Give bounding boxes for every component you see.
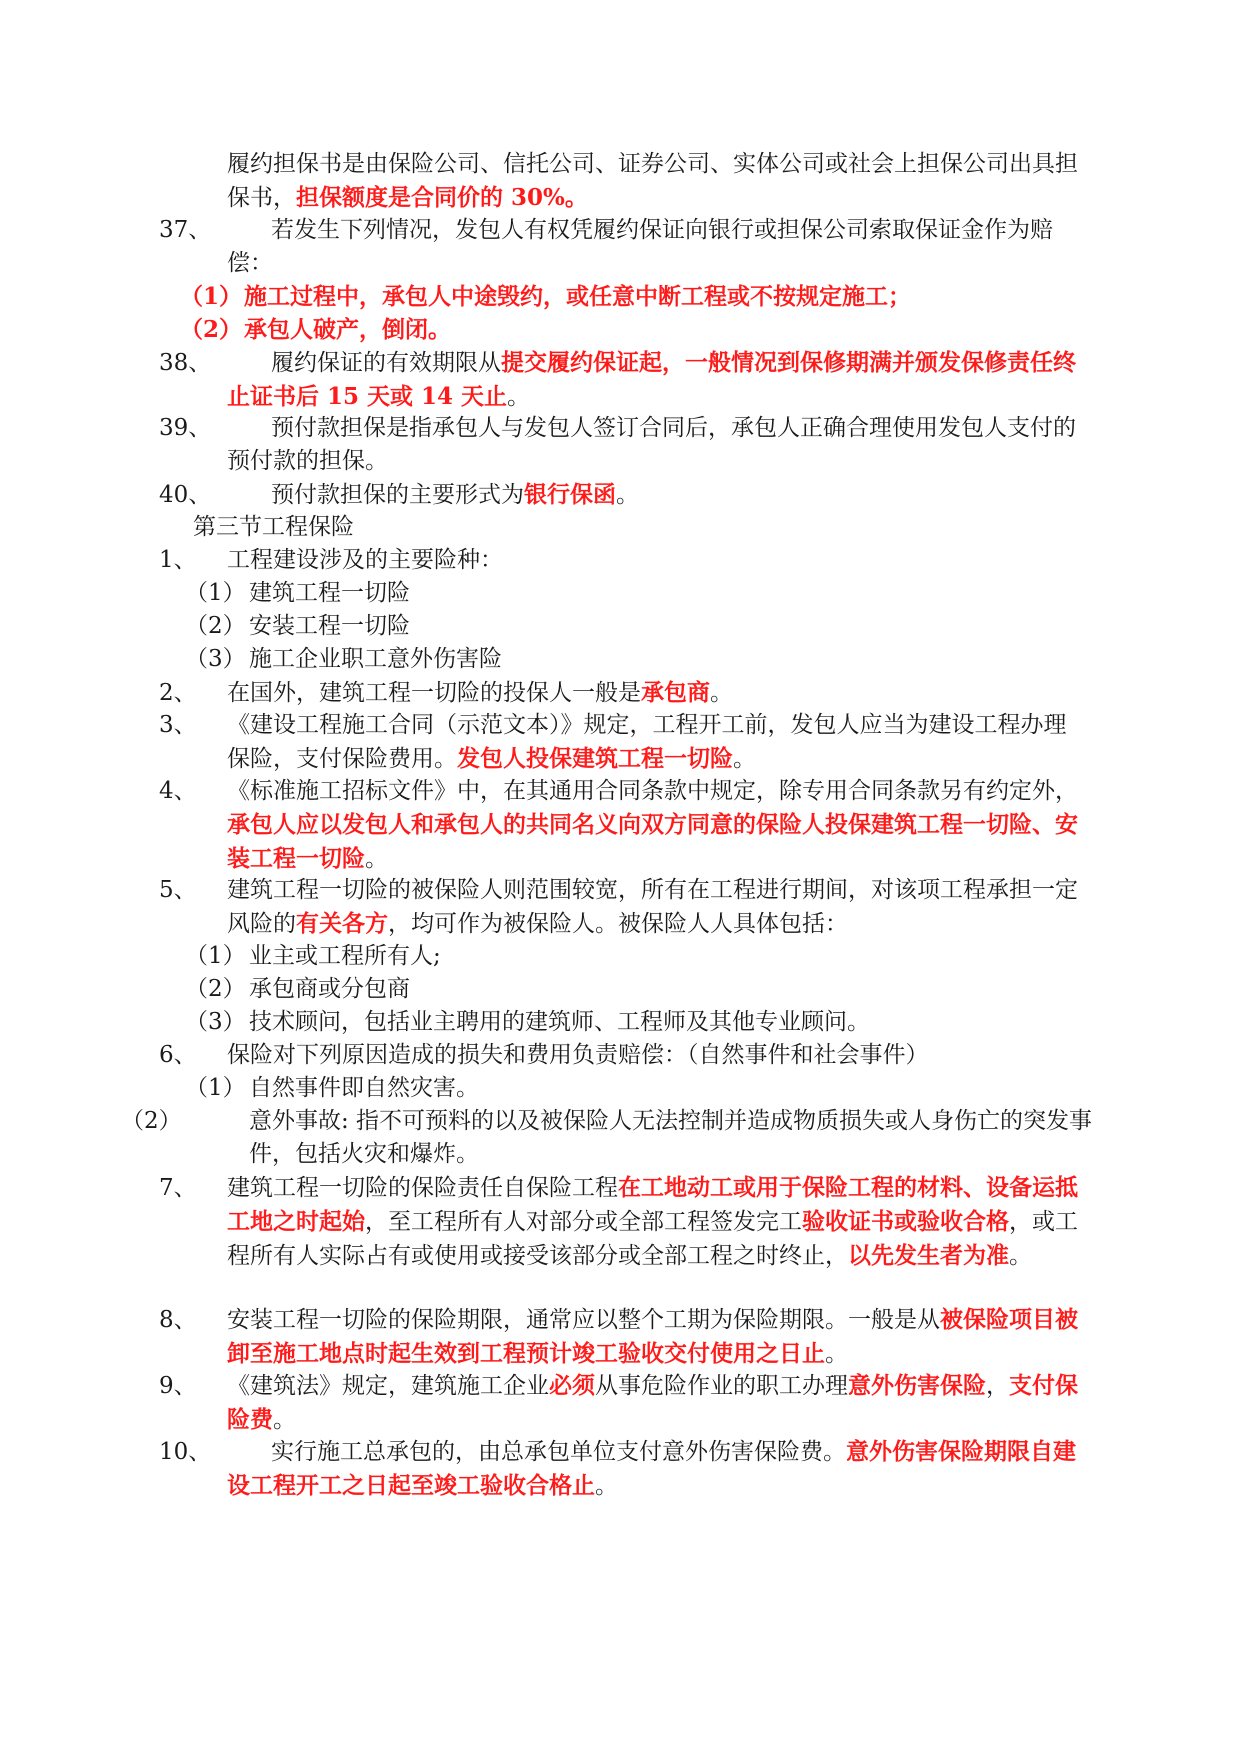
highlight: 提交履约保证起，一般情况到保修期满并颁发保修责任终止证书后 15 天或 14 天止	[227, 349, 1076, 410]
sub-text: 自然事件即自然灾害。	[249, 1075, 479, 1101]
insurance-item-9	[159, 1369, 1087, 1437]
text: 。	[273, 1407, 296, 1433]
highlight: 必须	[549, 1372, 595, 1399]
text: 保险对下列原因造成的损失和费用负责赔偿：（自然事件和社会事件）	[227, 1042, 929, 1068]
text: 在国外，建筑工程一切险的投保人一般是	[227, 680, 641, 706]
text: ，	[986, 1373, 1009, 1399]
text: 工程建设涉及的主要险种：	[227, 547, 503, 573]
sub-number: （3）	[185, 1009, 246, 1035]
insurance-item-6	[159, 1039, 1087, 1072]
item-37-sub-1	[180, 280, 911, 313]
item-number: 6、	[159, 1042, 197, 1068]
highlight: 意外伤害保险期限自建设工程开工之日起至竣工验收合格止	[227, 1438, 1076, 1499]
insurance-item-4	[159, 775, 1087, 876]
text: 若发生下列情况，发包人有权凭履约保证向银行或担保公司索取保证金作为赔偿：	[227, 217, 1053, 276]
insurance-item-3	[159, 709, 1087, 776]
sub-text: 技术顾问，包括业主聘用的建筑师、工程师及其他专业顾问。	[249, 1009, 870, 1035]
sub-text: 承包人破产，倒闭。	[244, 316, 451, 343]
text: 《建筑法》规定，建筑施工企业	[227, 1373, 549, 1399]
item-37	[159, 214, 1087, 280]
item-number: 2、	[159, 680, 197, 706]
highlight: 有关各方	[296, 910, 388, 937]
text: 。	[616, 482, 639, 508]
item-40	[159, 478, 1087, 512]
text: 安装工程一切险的保险期限，通常应以整个工期为保险期限。一般是从	[227, 1307, 940, 1333]
sub-number: （2）	[185, 613, 246, 639]
text: 预付款担保的主要形式为	[271, 482, 524, 508]
sub-text: 建筑工程一切险	[249, 580, 410, 606]
item-number: 3、	[159, 712, 197, 738]
text: 从事危险作业的职工办理	[595, 1373, 848, 1399]
insurance-item-10	[159, 1435, 1087, 1503]
item-number: 40、	[159, 482, 212, 508]
sub-number: （2）	[121, 1108, 182, 1134]
text: 。	[710, 680, 733, 706]
insurance-item-8	[159, 1303, 1087, 1371]
insurance-item-2	[159, 676, 1087, 710]
insurance-item-5-sub-3	[185, 1006, 870, 1039]
highlight: 担保额度是合同价的 30%。	[296, 184, 588, 211]
text: 。	[507, 384, 531, 410]
sub-text: 承包商或分包商	[249, 976, 410, 1002]
highlight: 承包人应以发包人和承包人的共同名义向双方同意的保险人投保建筑工程一切险、安装工程一切险	[227, 811, 1078, 872]
item-number: 5、	[159, 877, 197, 903]
item-38	[159, 346, 1087, 414]
text: 实行施工总承包的，由总承包单位支付意外伤害保险费。	[271, 1439, 846, 1465]
insurance-item-1-sub-3	[185, 643, 502, 676]
text: 建筑工程一切险的被保险人则范围较宽，所有在工程进行期间，对该项工程承担一定风险的	[227, 877, 1078, 937]
text: 。	[595, 1473, 618, 1499]
sub-number: （2）	[180, 316, 243, 343]
highlight: 支付保险费	[227, 1372, 1078, 1433]
insurance-item-6-sub-2	[121, 1105, 1109, 1171]
highlight: 银行保函	[524, 481, 616, 508]
insurance-item-5	[159, 874, 1087, 941]
section-heading: 第三节工程保险	[193, 514, 354, 540]
insurance-item-1-sub-2	[185, 610, 410, 643]
insurance-item-5-sub-1	[185, 940, 441, 973]
sub-text: 业主或工程所有人;	[249, 943, 441, 969]
sub-number: （3）	[185, 646, 246, 672]
highlight: 验收证书或验收合格	[802, 1208, 1009, 1235]
text: 《建设工程施工合同（示范文本）》规定，工程开工前，发包人应当为建设工程办理保险，支付保险费用。	[227, 712, 1067, 772]
highlight: 以先发生者为准	[848, 1242, 1009, 1269]
sub-text: 意外事故: 指不可预料的以及被保险人无法控制并造成物质损失或人身伤亡的突发事件，包括火灾和爆炸。	[249, 1108, 1093, 1167]
sub-number: （2）	[185, 976, 246, 1002]
text: 。	[825, 1341, 848, 1367]
item-37-sub-2	[180, 313, 451, 346]
sub-text: 施工过程中，承包人中途毁约，或任意中断工程或不按规定施工；	[244, 283, 911, 310]
sub-text: 施工企业职工意外伤害险	[249, 646, 502, 672]
item-number: 4、	[159, 778, 197, 804]
sub-text: 安装工程一切险	[249, 613, 410, 639]
item-39	[159, 412, 1087, 478]
highlight: 在工地动工或用于保险工程的材料、设备运抵工地之时起始	[227, 1174, 1078, 1235]
paragraph-guarantee-letter	[193, 148, 1087, 215]
insurance-item-6-sub-1	[185, 1072, 479, 1105]
sub-number: （1）	[185, 580, 246, 606]
sub-number: （1）	[180, 283, 243, 310]
highlight: 发包人投保建筑工程一切险	[457, 745, 733, 772]
text: ，或工程所有人实际占有或使用或接受该部分或全部工程之时终止，	[227, 1209, 1078, 1269]
insurance-item-1	[159, 544, 1087, 577]
text: 建筑工程一切险的保险责任自保险工程	[227, 1175, 618, 1201]
text: ，至工程所有人对部分或全部工程签发完工	[365, 1209, 802, 1235]
highlight: 被保险项目被卸至施工地点时起生效到工程预计竣工验收交付使用之日止	[227, 1306, 1078, 1367]
item-number: 38、	[159, 350, 212, 376]
text: 《标准施工招标文件》中，在其通用合同条款中规定，除专用合同条款另有约定外，	[227, 778, 1078, 804]
insurance-item-1-sub-1	[185, 577, 410, 610]
sub-number: （1）	[185, 1075, 246, 1101]
item-number: 37、	[159, 217, 212, 243]
text: 履约保证的有效期限从	[271, 350, 501, 376]
text: 预付款担保是指承包人与发包人签订合同后，承包人正确合理使用发包人支付的预付款的担保。	[227, 415, 1076, 474]
item-number: 10、	[159, 1439, 212, 1465]
item-number: 39、	[159, 415, 212, 441]
item-number: 1、	[159, 547, 197, 573]
sub-number: （1）	[185, 943, 246, 969]
text: 履约担保书是由保险公司、信托公司、证券公司、实体公司或社会上担保公司出具担保书，	[227, 151, 1078, 211]
insurance-item-5-sub-2	[185, 973, 410, 1006]
text: 。	[365, 846, 388, 872]
text: 。	[733, 746, 756, 772]
insurance-item-7	[159, 1171, 1087, 1273]
text: 。	[1009, 1243, 1032, 1269]
item-number: 9、	[159, 1373, 197, 1399]
highlight: 意外伤害保险	[848, 1372, 986, 1399]
text: ，均可作为被保险人。被保险人人具体包括：	[388, 911, 848, 937]
item-number: 8、	[159, 1307, 197, 1333]
item-number: 7、	[159, 1175, 197, 1201]
highlight: 承包商	[641, 679, 710, 706]
